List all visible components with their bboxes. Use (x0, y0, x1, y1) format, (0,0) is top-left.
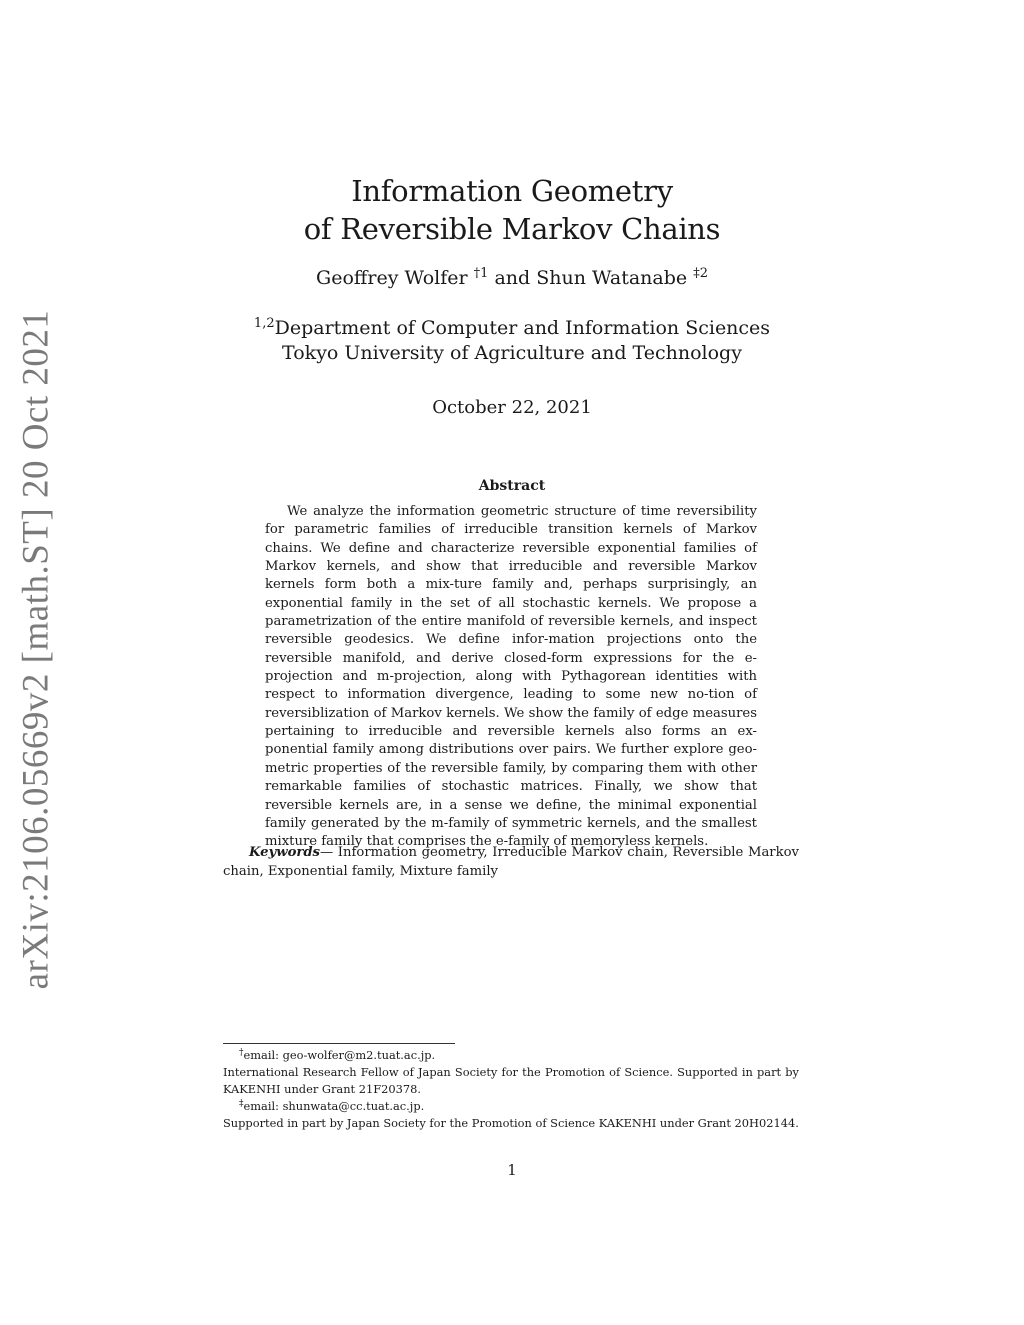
keywords-text: Information geometry, Irreducible Markov chain, Reversible Markov chain, Exponential family, Mixture family (223, 845, 799, 879)
author-mark-2: ‡2 (693, 266, 708, 281)
paper-title (0, 172, 1024, 248)
author-mark-1: †1 (473, 266, 489, 281)
keywords (223, 844, 799, 881)
title-line-2: of Reversible Markov Chains (303, 212, 721, 246)
keywords-label: Keywords (249, 845, 320, 860)
title-line-1: Information Geometry (351, 174, 673, 208)
abstract-heading: Abstract (478, 478, 546, 494)
author-name-1: Geoffrey Wolfer (316, 267, 468, 289)
affiliation-line-1 (0, 316, 1024, 341)
footnote-2-mark: ‡ (239, 1099, 244, 1109)
keywords-dash: — (319, 845, 334, 860)
author-connector: and (494, 267, 531, 289)
footnote-divider (223, 1043, 455, 1044)
footnote-2-email: email: shunwata@cc.tuat.ac.jp. (243, 1099, 425, 1113)
affiliation-department: Department of Computer and Information Sciences (274, 317, 771, 339)
author-name-2: Shun Watanabe (536, 267, 688, 289)
page-number: 1 (507, 1161, 517, 1179)
paper-date: October 22, 2021 (432, 397, 592, 418)
footnotes (223, 1047, 799, 1132)
arxiv-identifier: arXiv:2106.05669v2 [math.ST] 20 Oct 2021 (15, 309, 57, 989)
author-list (0, 265, 1024, 291)
affiliation (0, 316, 1024, 366)
footnote-2-email-line (223, 1098, 799, 1115)
footnote-1-email: email: geo-wolfer@m2.tuat.ac.jp. (243, 1048, 436, 1062)
abstract-body: We analyze the information geometric structure of time reversibility for parametric families of irreducible transition kernels of Markov chains. We define and characterize reversible exponential families of Markov kernels, and show that irreducible and reversible Markov kernels form both a mix-ture family and, perhaps surprisingly, an exponential family in the set of all stochastic kernels. We propose a parametrization of the entire manifold of reversible kernels, and inspect reversible geodesics. We define infor-mation projections onto the reversible manifold, and derive closed-form expressions for the e-projection and m-projection, along with Pythagorean identities with respect to information divergence, leading to some new no-tion of reversiblization of Markov kernels. We show the family of edge measures pertaining to irreducible and reversible kernels also forms an ex-ponential family among distributions over pairs. We further explore geo-metric properties of the reversible family, by comparing them with other remarkable families of stochastic matrices. Finally, we show that reversible kernels are, in a sense we define, the minimal exponential family generated by the m-family of symmetric kernels, and the smallest mixture family that comprises the e-family of memoryless kernels. (265, 504, 757, 850)
affiliation-line-2: Tokyo University of Agriculture and Technology (282, 342, 742, 364)
footnote-1-mark: † (239, 1048, 244, 1058)
arxiv-side-stamp (6, 309, 66, 989)
affiliation-mark: 1,2 (253, 316, 275, 331)
footnote-2-text: Supported in part by Japan Society for the Promotion of Science KAKENHI under Grant 20H02144. (223, 1116, 799, 1130)
footnote-1-email-line (223, 1047, 799, 1064)
footnote-1-text: International Research Fellow of Japan Society for the Promotion of Science. Supported in part by KAKENHI under Grant 21F20378. (223, 1065, 799, 1096)
